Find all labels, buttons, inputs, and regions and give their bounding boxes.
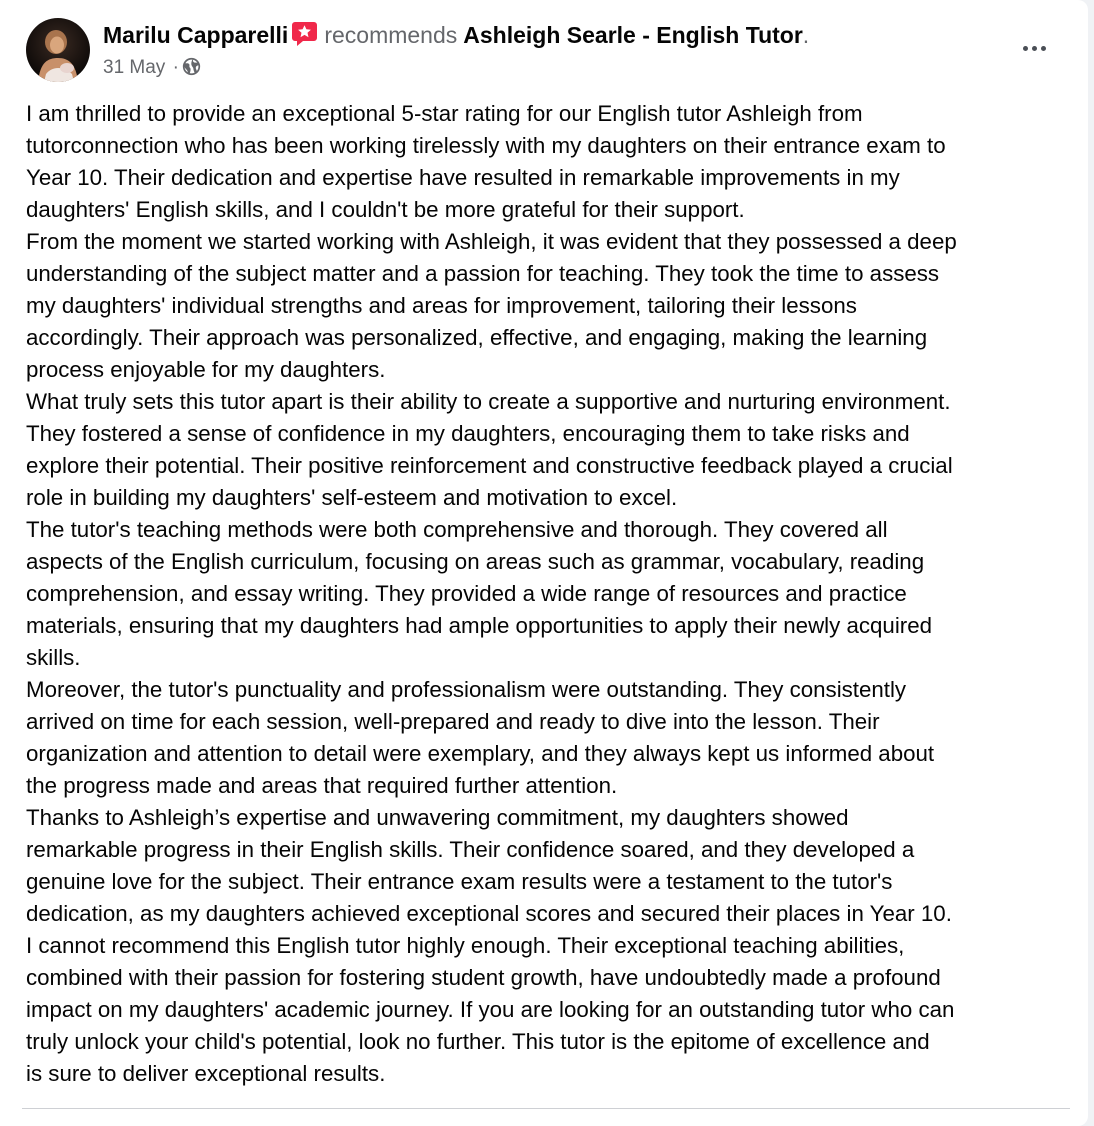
post-body <box>26 98 1076 1090</box>
post-text-line: arrived on time for each session, well-prepared and ready to dive into the lesson. Their <box>26 709 880 734</box>
post-text-line: truly unlock your child's potential, look no further. This tutor is the epitome of excellence and <box>26 1029 930 1054</box>
post-text-line: organization and attention to detail were exemplary, and they always kept us informed about <box>26 741 935 766</box>
recommends-label: recommends <box>324 22 458 48</box>
post-date[interactable]: 31 May <box>103 57 166 78</box>
post-text-line: impact on my daughters' academic journey. If you are looking for an outstanding tutor who can <box>26 997 955 1022</box>
post-divider <box>22 1108 1070 1109</box>
post-text-line: combined with their passion for fostering student growth, have undoubtedly made a profound <box>26 965 941 990</box>
post-text-line: comprehension, and essay writing. They provided a wide range of resources and practice <box>26 581 907 606</box>
post-text-line: the progress made and areas that required further attention. <box>26 773 618 798</box>
post-text-line: skills. <box>26 645 81 670</box>
post-text-line: From the moment we started working with Ashleigh, it was evident that they possessed a deep <box>26 229 957 254</box>
post-text-line: I cannot recommend this English tutor highly enough. Their exceptional teaching abilities, <box>26 933 905 958</box>
post-text-line: daughters' English skills, and I couldn't be more grateful for their support. <box>26 197 745 222</box>
post-text-line: materials, ensuring that my daughters had ample opportunities to apply their newly acquired <box>26 613 933 638</box>
post-text-line: Year 10. Their dedication and expertise have resulted in remarkable improvements in my <box>26 165 900 190</box>
post-text-line: tutorconnection who has been working tirelessly with my daughters on their entrance exam to <box>26 133 946 158</box>
post-text-line: Moreover, the tutor's punctuality and professionalism were outstanding. They consistently <box>26 677 907 702</box>
post-text-line: my daughters' individual strengths and areas for improvement, tailoring their lessons <box>26 293 857 318</box>
post-meta <box>103 55 201 81</box>
post-header <box>103 19 809 51</box>
post-text-line: understanding of the subject matter and a passion for teaching. They took the time to assess <box>26 261 940 286</box>
post-text-line: explore their potential. Their positive reinforcement and constructive feedback played a crucial <box>26 453 953 478</box>
author-avatar[interactable] <box>26 18 90 82</box>
post-text-line: I am thrilled to provide an exceptional 5-star rating for our English tutor Ashleigh from <box>26 101 863 126</box>
post-text-line: is sure to deliver exceptional results. <box>26 1061 386 1086</box>
post-text-line: aspects of the English curriculum, focusing on areas such as grammar, vocabulary, reading <box>26 549 925 574</box>
recommend-star-badge-icon <box>291 21 318 47</box>
avatar-photo <box>26 18 90 82</box>
more-options-button[interactable] <box>1012 32 1056 64</box>
header-period: . <box>802 22 810 48</box>
post-text-line: accordingly. Their approach was personalized, effective, and engaging, making the learning <box>26 325 928 350</box>
recommended-page-name[interactable]: Ashleigh Searle - English Tutor <box>463 22 803 48</box>
post-text-line: What truly sets this tutor apart is their ability to create a supportive and nurturing environment. <box>26 389 951 414</box>
post-text-line: genuine love for the subject. Their entrance exam results were a testament to the tutor's <box>26 869 893 894</box>
author-name[interactable]: Marilu Capparelli <box>103 22 289 48</box>
meta-separator: · <box>172 57 179 78</box>
post-text-line: Thanks to Ashleigh’s expertise and unwavering commitment, my daughters showed <box>26 805 849 830</box>
post-text-line: process enjoyable for my daughters. <box>26 357 386 382</box>
globe-icon[interactable] <box>182 57 201 76</box>
more-options-icon <box>1023 46 1046 51</box>
post-text-line: remarkable progress in their English skills. Their confidence soared, and they developed a <box>26 837 915 862</box>
post-text-line: dedication, as my daughters achieved exceptional scores and secured their places in Year 10. <box>26 901 952 926</box>
post-text-line: role in building my daughters' self-esteem and motivation to excel. <box>26 485 678 510</box>
post-text-line: The tutor's teaching methods were both comprehensive and thorough. They covered all <box>26 517 888 542</box>
post-text-line: They fostered a sense of confidence in my daughters, encouraging them to take risks and <box>26 421 910 446</box>
